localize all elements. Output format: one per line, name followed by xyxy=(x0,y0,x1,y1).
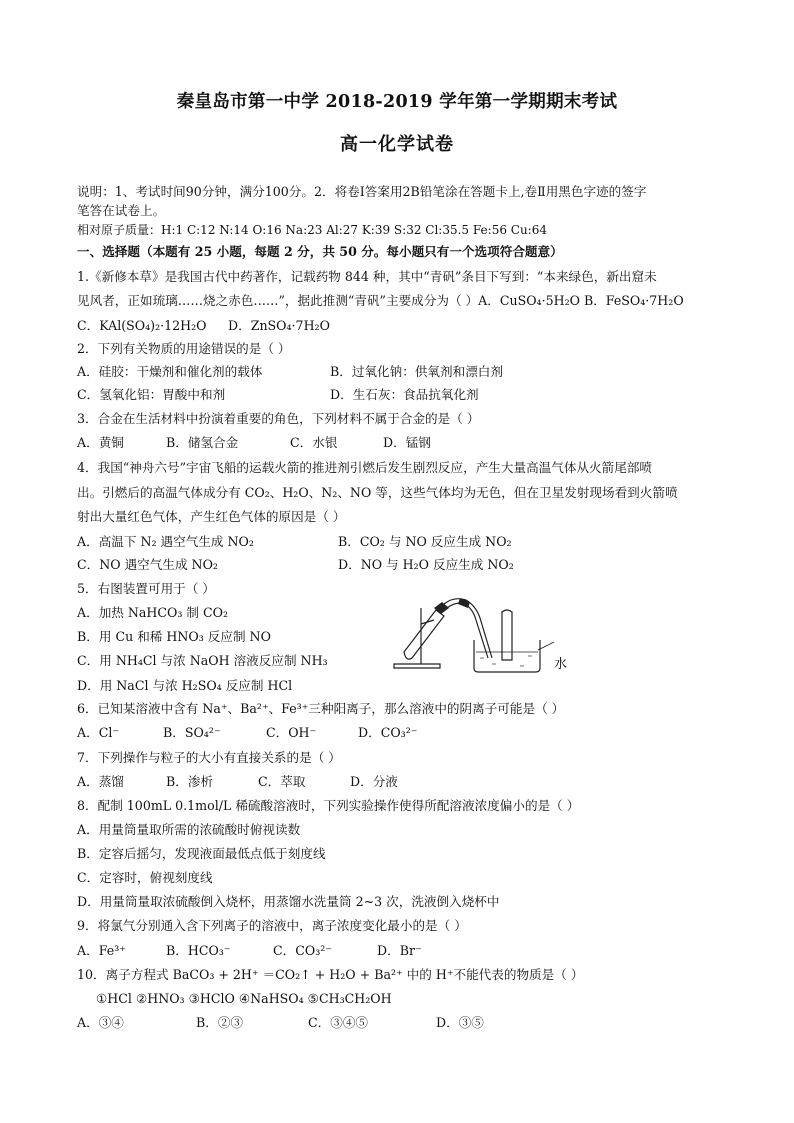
q4-option-d: D．NO 与 H₂O 反应生成 NO₂ xyxy=(338,557,514,572)
q9-option-c: C．CO₃²⁻ xyxy=(273,943,332,958)
q3-option-d: D．锰钢 xyxy=(383,435,431,450)
q2-option-c: C．氢氧化铝：胃酸中和剂 xyxy=(77,387,226,402)
q4-line-3: 射出大量红色气体，产生红色气体的原因是（ ） xyxy=(77,509,346,524)
q10-option-a: A．③④ xyxy=(77,1015,124,1030)
instructions-line-2: 笔答在试卷上。 xyxy=(77,203,166,218)
section-title: 一、选择题（本题有 25 小题，每题 2 分，共 50 分。每小题只有一个选项符合题意） xyxy=(77,244,563,259)
atomic-masses: 相对原子质量：H:1 C:12 N:14 O:16 Na:23 Al:27 K:39 S:32 Cl:35.5 Fe:56 Cu:64 xyxy=(77,223,547,237)
q8-option-c: C．定容时，俯视刻度线 xyxy=(77,870,213,885)
q9-option-d: D．Br⁻ xyxy=(377,943,422,958)
q2-option-d: D．生石灰：食品抗氧化剂 xyxy=(330,387,479,402)
test-tube xyxy=(404,610,444,659)
q5-option-b: B．用 Cu 和稀 HNO₃ 反应制 NO xyxy=(77,629,271,644)
q6-option-a: A．Cl⁻ xyxy=(77,725,119,740)
q5-option-c: C．用 NH₄Cl 与浓 NaOH 溶液反应制 NH₃ xyxy=(77,653,328,668)
q4-option-c: C．NO 遇空气生成 NO₂ xyxy=(77,557,218,572)
q3-stem: 3．合金在生活材料中扮演着重要的角色，下列材料不属于合金的是（ ） xyxy=(77,411,480,426)
q7-option-b: B．渗析 xyxy=(166,774,214,789)
q4-option-b: B．CO₂ 与 NO 反应生成 NO₂ xyxy=(338,534,512,549)
exam-title: 秦皇岛市第一中学 2018-2019 学年第一学期期末考试 xyxy=(176,92,618,112)
q9-option-a: A．Fe³⁺ xyxy=(77,943,126,958)
q1-line-2: 见风者，正如琉璃……烧之赤色……”，据此推测“青矾”主要成分为（ ）A．CuSO₄·5H₂O B．FeSO₄·7H₂O xyxy=(77,293,684,308)
collection-tube xyxy=(502,610,512,660)
q8-stem: 8．配制 100mL 0.1mol/L 稀硫酸溶液时，下列实验操作使得所配溶液浓度偏小的是（ ） xyxy=(77,798,580,813)
q3-option-a: A．黄铜 xyxy=(77,435,124,450)
q4-line-2: 出。引燃后的高温气体成分有 CO₂、H₂O、N₂、NO 等，这些气体均为无色，但在卫星发射现场看到火箭喷 xyxy=(77,485,678,500)
q9-option-b: B．HCO₃⁻ xyxy=(166,943,231,958)
instructions-line-1: 说明：1、考试时间90分钟，满分100分。2．将卷Ⅰ答案用2B铅笔涂在答题卡上,卷Ⅱ用黑色字迹的签字 xyxy=(77,184,647,199)
q6-option-c: C．OH⁻ xyxy=(266,725,317,740)
q2-stem: 2．下列有关物质的用途错误的是（ ） xyxy=(77,341,291,356)
water-label: 水 xyxy=(554,657,568,672)
q9-stem: 9．将氯气分别通入含下列离子的溶液中，离子浓度变化最小的是（ ） xyxy=(77,918,467,933)
q7-option-d: D．分液 xyxy=(350,774,398,789)
q5-option-d: D．用 NaCl 与浓 H₂SO₄ 反应制 HCl xyxy=(77,678,293,693)
q6-option-b: B．SO₄²⁻ xyxy=(163,725,221,740)
q2-option-b: B．过氧化钠：供氧剂和漂白剂 xyxy=(330,364,503,379)
q8-option-a: A．用量筒量取所需的浓硫酸时俯视读数 xyxy=(77,822,301,837)
q1-line-1: 1.《新修本草》是我国古代中药著作，记载药物 844 种，其中“青矾”条目下写到：“本来绿色，新出窟未 xyxy=(77,269,657,284)
q2-option-a: A．硅胶：干燥剂和催化剂的载体 xyxy=(77,364,263,379)
q4-option-a: A．高温下 N₂ 遇空气生成 NO₂ xyxy=(77,534,254,549)
q10-stem: 10．离子方程式 BaCO₃ + 2H⁺ ＝CO₂↑ + H₂O + Ba²⁺ 中的 H⁺不能代表的物质是（ ） xyxy=(77,967,584,982)
q5-option-a: A．加热 NaHCO₃ 制 CO₂ xyxy=(77,605,229,620)
q3-option-b: B．储氢合金 xyxy=(166,435,239,450)
q7-option-c: C．萃取 xyxy=(258,774,306,789)
q6-stem: 6．已知某溶液中含有 Na⁺、Ba²⁺、Fe³⁺三种阳离子，那么溶液中的阴离子可能是（ ） xyxy=(77,701,565,716)
q5-stem: 5．右图装置可用于（ ） xyxy=(77,581,215,596)
q4-line-1: 4．我国“神舟六号”宇宙飞船的运载火箭的推进剂引燃后发生剧烈反应，产生大量高温气体从火箭尾部喷 xyxy=(77,460,653,475)
q1-option-d: D．ZnSO₄·7H₂O xyxy=(228,318,330,333)
delivery-tube-inner xyxy=(447,603,488,658)
stand-base xyxy=(394,664,440,668)
exam-subtitle: 高一化学试卷 xyxy=(340,134,454,155)
q7-stem: 7．下列操作与粒子的大小有直接关系的是（ ） xyxy=(77,750,341,765)
q3-option-c: C．水银 xyxy=(290,435,338,450)
q10-option-b: B．②③ xyxy=(196,1015,244,1030)
q10-items: ①HCl ②HNO₃ ③HClO ④NaHSO₄ ⑤CH₃CH₂OH xyxy=(96,991,392,1006)
q10-option-d: D．③⑤ xyxy=(436,1015,484,1030)
q10-option-c: C．③④⑤ xyxy=(308,1015,369,1030)
stopper xyxy=(434,602,449,614)
q8-option-b: B．定容后摇匀，发现液面最低点低于刻度线 xyxy=(77,846,326,861)
q1-option-c: C．KAl(SO₄)₂·12H₂O xyxy=(77,318,207,333)
gas-collection-apparatus-diagram xyxy=(388,594,588,676)
q7-option-a: A．蒸馏 xyxy=(77,774,124,789)
q8-option-d: D．用量筒量取浓硫酸倒入烧杯，用蒸馏水洗量筒 2~3 次，洗液倒入烧杯中 xyxy=(77,894,500,909)
q6-option-d: D．CO₃²⁻ xyxy=(358,725,418,740)
